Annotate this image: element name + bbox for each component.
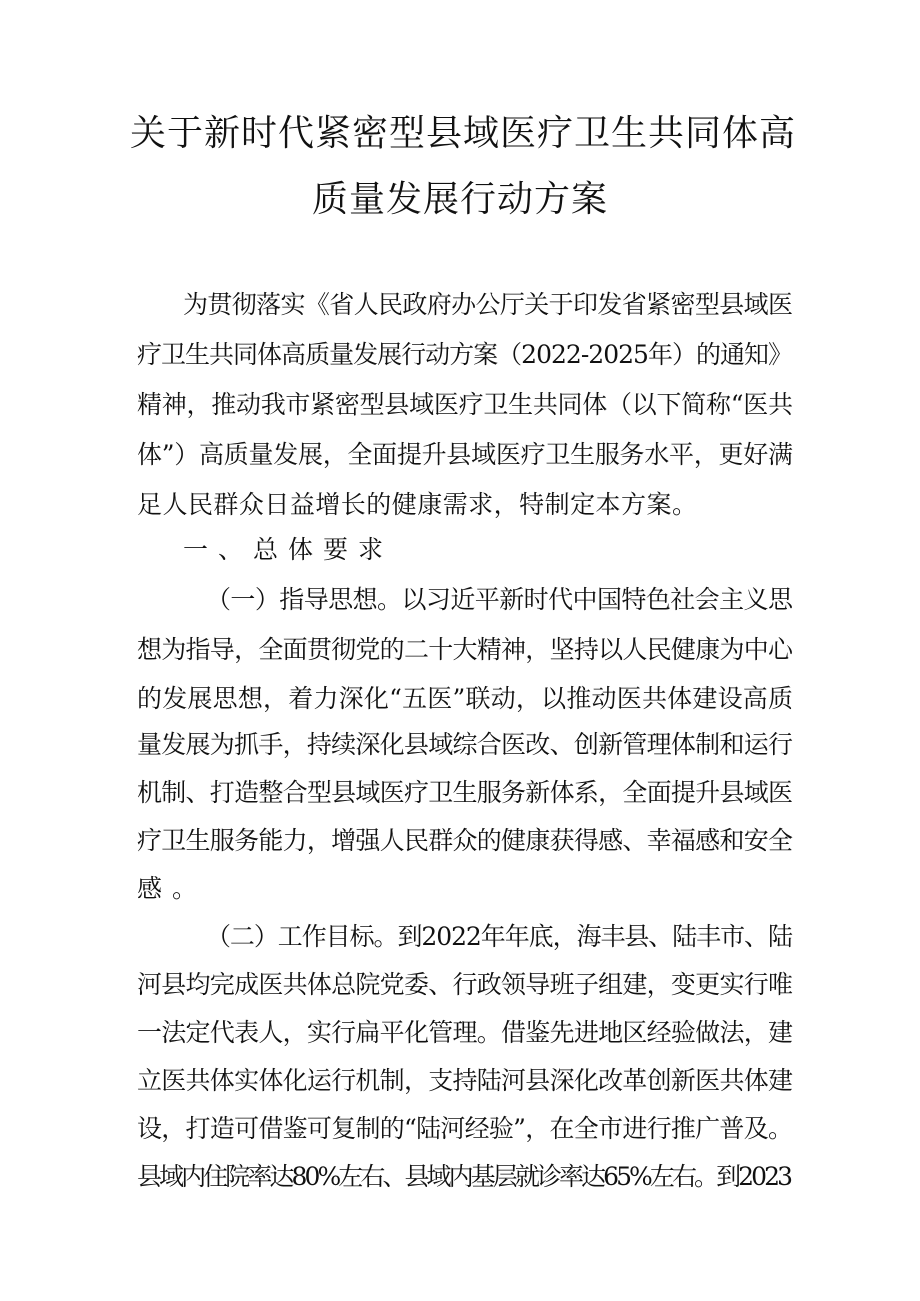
paragraph-line: 足人民群众日益增长的健康需求，特制定本方案。: [137, 490, 698, 519]
title-line-1: 关于新时代紧密型县域医疗卫生共同体高: [130, 113, 797, 154]
paragraph-line: 疗卫生服务能力，增强人民群众的健康获得感、幸福感和安全: [137, 826, 793, 855]
paragraph-line: （一）指导思想。以习近平新时代中国特色社会主义思: [206, 585, 793, 614]
paragraph-line: （二）工作目标。到2022年年底，海丰县、陆丰市、陆: [206, 922, 792, 951]
paragraph-line: 机制、打造整合型县域医疗卫生服务新体系，全面提升县域医: [137, 778, 793, 807]
paragraph-line: 为贯彻落实《省人民政府办公厅关于印发省紧密型县域医: [183, 290, 793, 319]
paragraph-line: 想为指导，全面贯彻党的二十大精神，坚持以人民健康为中心: [137, 635, 793, 664]
paragraph-line: 的发展思想，着力深化“五医”联动，以推动医共体建设高质: [137, 684, 794, 713]
section-heading: 一、总体要求: [183, 535, 393, 564]
paragraph-line: 体”）高质量发展，全面提升县域医疗卫生服务水平，更好满: [137, 440, 793, 469]
paragraph-line: 河县均完成医共体总院党委、行政领导班子组建，变更实行唯: [137, 970, 793, 999]
title-line-2: 质量发展行动方案: [311, 179, 608, 220]
paragraph-line: 一法定代表人，实行扁平化管理。借鉴先进地区经验做法，建: [137, 1018, 793, 1047]
paragraph-line: 量发展为抓手，持续深化县域综合医改、创新管理体制和运行: [137, 730, 793, 759]
paragraph-line: 精神，推动我市紧密型县域医疗卫生共同体（以下简称“医共: [137, 390, 793, 419]
paragraph-line: 立医共体实体化运行机制，支持陆河县深化改革创新医共体建: [137, 1066, 793, 1095]
paragraph-line: 疗卫生共同体高质量发展行动方案（2022-2025年）的通知》: [137, 340, 793, 369]
paragraph-line: 县域内住院率达80%左右、县域内基层就诊率达65%左右。到2023: [137, 1162, 791, 1191]
paragraph-line: 设，打造可借鉴可复制的“陆河经验”，在全市进行推广普及。: [137, 1114, 793, 1143]
paragraph-line: 感。: [137, 874, 207, 903]
